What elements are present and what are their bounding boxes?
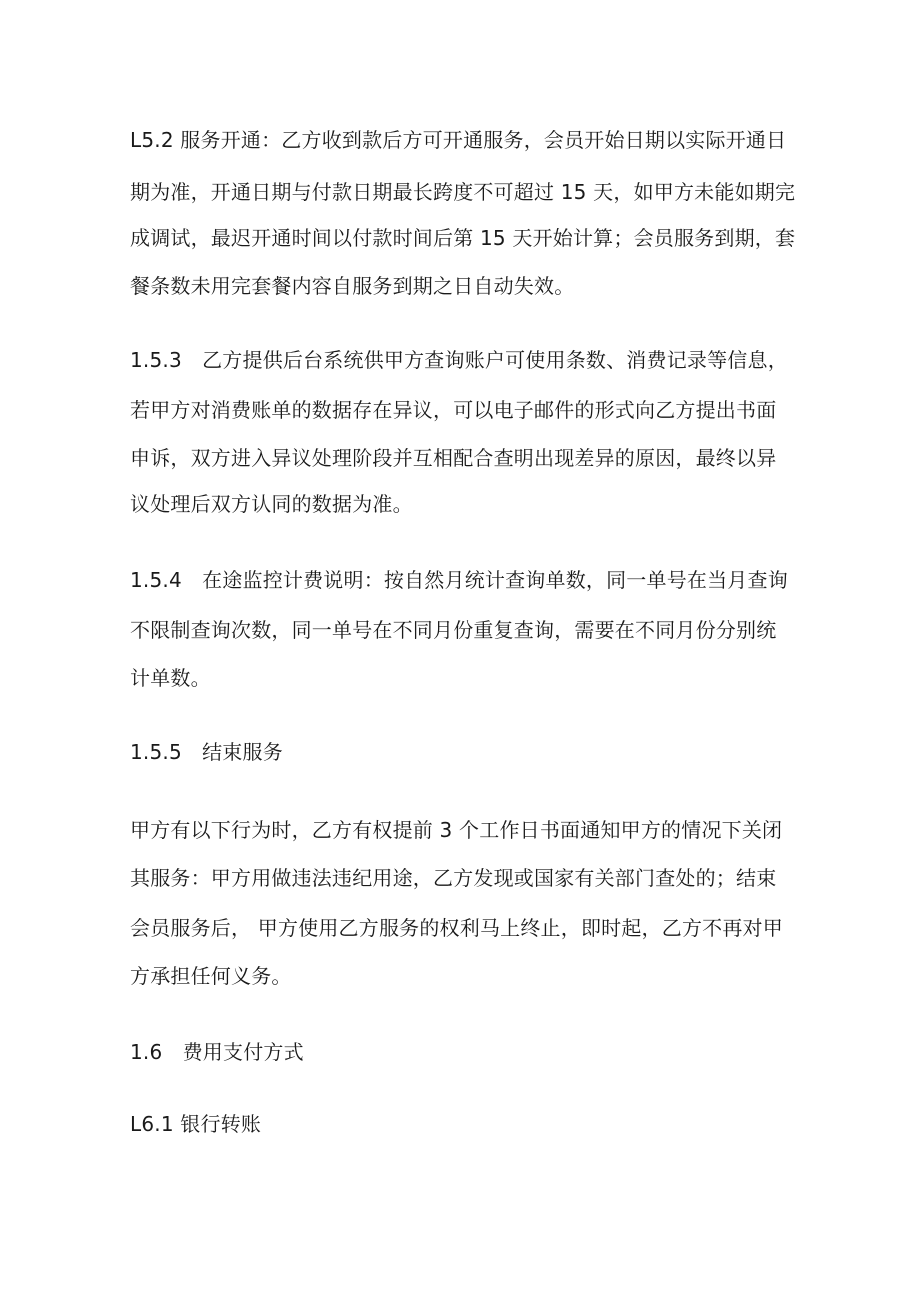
section-heading: L6.1 银行转账 xyxy=(130,1112,262,1136)
paragraph-line: 会员服务后， 甲方使用乙方服务的权利马上终止，即时起，乙方不再对甲 xyxy=(130,916,783,940)
paragraph-line: 议处理后双方认同的数据为准。 xyxy=(130,492,413,516)
paragraph-line: 若甲方对消费账单的数据存在异议，可以电子邮件的形式向乙方提出书面 xyxy=(130,398,777,422)
paragraph-line: 不限制查询次数，同一单号在不同月份重复查询，需要在不同月份分别统 xyxy=(130,618,777,642)
paragraph-line: 计单数。 xyxy=(130,666,211,690)
paragraph-line: 成调试，最迟开通时间以付款时间后第 15 天开始计算；会员服务到期，套 xyxy=(130,226,796,250)
paragraph-line: 甲方有以下行为时，乙方有权提前 3 个工作日书面通知甲方的情况下关闭 xyxy=(130,818,783,842)
paragraph-line: 方承担任何义务。 xyxy=(130,964,292,988)
paragraph-line: 1.5.4 在途监控计费说明：按自然月统计查询单数，同一单号在当月查询 xyxy=(130,568,788,592)
paragraph-line: 申诉，双方进入异议处理阶段并互相配合查明出现差异的原因，最终以异 xyxy=(130,446,777,470)
paragraph-line: 期为准，开通日期与付款日期最长跨度不可超过 15 天，如甲方未能如期完 xyxy=(130,180,796,204)
paragraph-line: 餐条数未用完套餐内容自服务到期之日自动失效。 xyxy=(130,274,575,298)
section-heading: 1.5.5 结束服务 xyxy=(130,740,283,764)
paragraph-line: 其服务：甲方用做违法违纪用途，乙方发现或国家有关部门查处的；结束 xyxy=(130,866,777,890)
paragraph-line: L5.2 服务开通：乙方收到款后方可开通服务，会员开始日期以实际开通日 xyxy=(130,128,787,152)
paragraph-line: 1.5.3 乙方提供后台系统供甲方查询账户可使用条数、消费记录等信息， xyxy=(130,348,788,372)
section-heading: 1.6 费用支付方式 xyxy=(130,1040,304,1064)
